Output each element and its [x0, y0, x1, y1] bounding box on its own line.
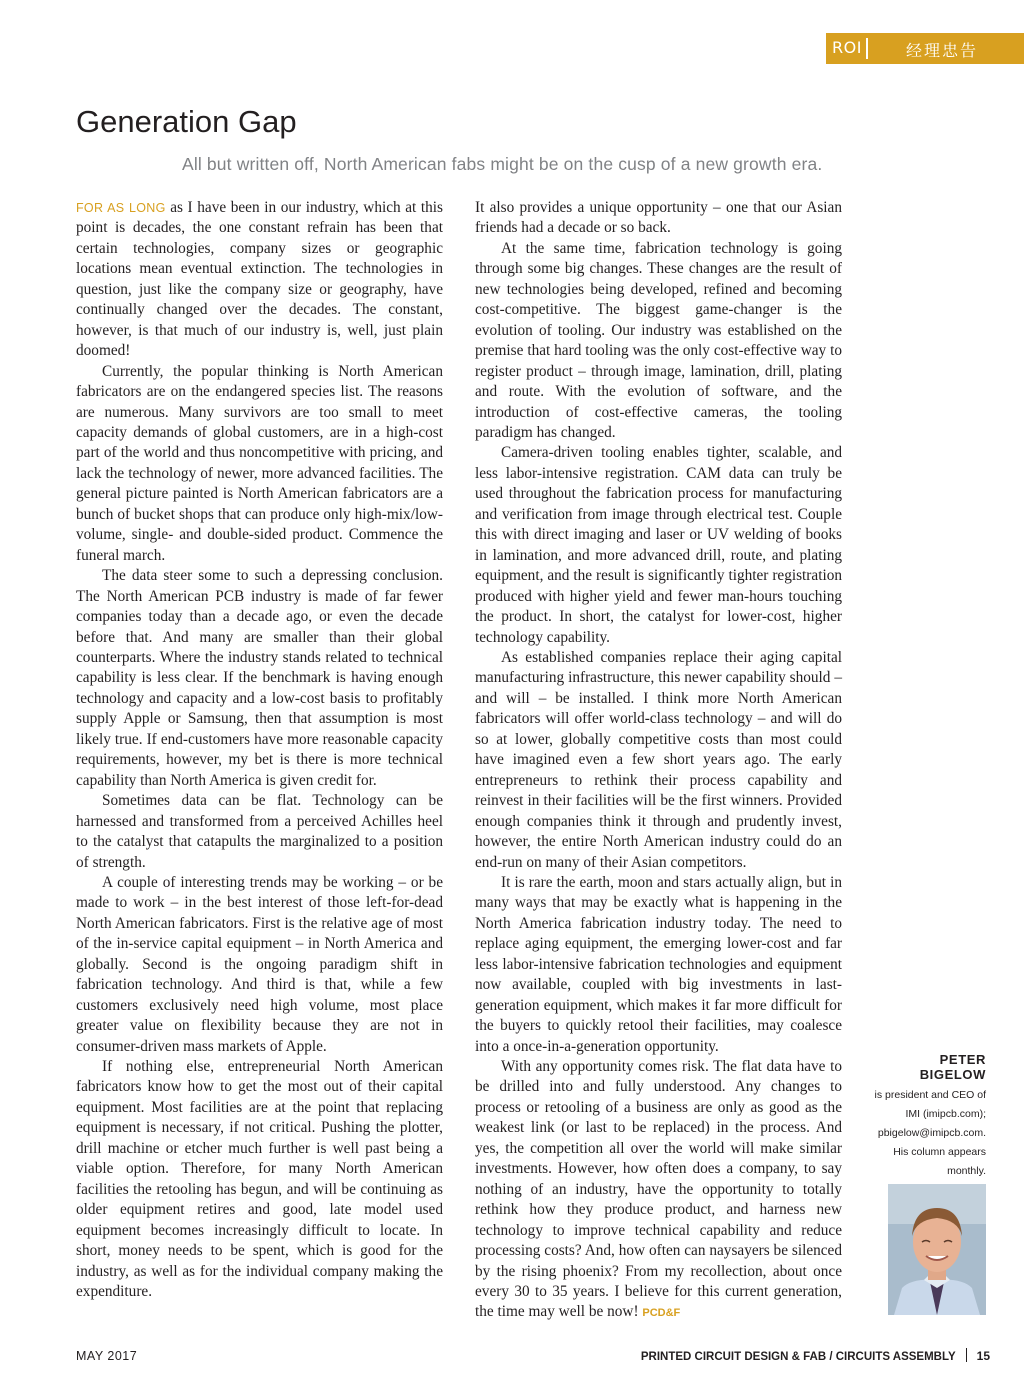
article-paragraph: As established companies replace their aging capital manufacturing infrastructure, this newer capability should – and will – be installed. I think more North American fabricators will offer world-class technology – and will do so at lower, globally competitive costs than most could have imagined even a few short years ago. The early entrepreneurs to rethink their process capability and reinvest in their facilities will be the first winners. Provided enough companies think it through and prudently invest, however, the entire North American industry could do an end-run on many of their Asian competitors. [475, 648, 842, 871]
article-paragraph: It also provides a unique opportunity – one that our Asian friends had a decade or so back. [475, 199, 842, 237]
signoff: PCD&F [642, 1307, 681, 1320]
article-paragraph: If nothing else, entrepreneurial North American fabricators know how to get the most out of their capital equipment. Most facilities are at the point that replacing equipment is necessary, if not critical. Pushing the plotter, drill machine or etcher much further is well past being a viable option. Therefore, for many North American facilities the retooling has begun, and will be continuing as older equipment retires and good, late model used equipment becomes increasingly difficult to locate. In short, money needs to be spent, which is good for the industry, as well as for the individual company making the expenditure. [76, 1058, 443, 1301]
article-paragraph: At the same time, fabrication technology is going through some big changes. These changes are the result of new technologies being developed, refined and becoming cost-competitive. The biggest game-changer is the evolution of tooling. Our industry was established on the premise that hard tooling was the only cost-effective way to register product – through image, lamination, drill, plating and route. With the evolution of software, and the introduction of cost-effective cameras, the tooling paradigm has changed. [475, 239, 842, 441]
article-paragraph: With any opportunity comes risk. The flat data have to be drilled into and fully understood. Any changes to process or retooling of a business are only as good as the weakest link (or last to be replaced) in the process. And yes, the competition all over the world will make similar investments. However, how often does a company, to say nothing of an industry, have the opportunity to totally rethink how they produce product, and harness new technology to improve technical capability and reduce processing costs? And, how often can naysayers be silenced by the rising phoenix? From my recollection, about once every 30 to 35 years. I believe for this current generation, the time may well be now! PCD&F [475, 1058, 842, 1321]
section-divider [866, 38, 868, 59]
author-name: PETER BIGELOW [919, 1052, 986, 1082]
article-paragraph: The data steer some to such a depressing conclusion. The North American PCB industry is made of far fewer companies today than a decade ago, or even the decade before that. And many are smaller than their global counterparts. Where the industry stands related to technical capability is less clear. If the benchmark is having enough technology and capacity and a low-cost basis to profitably supply Apple or Samsung, then that assumption is most likely true. If end-customers have more reasonable capacity requirements, however, my bet is there is more technical capability than North America is given credit for. [76, 567, 443, 789]
section-tab [826, 33, 1024, 64]
author-description: is president and CEO of IMI (imipcb.com); pbigelow@imipcb.com. His column appears monthly. [874, 1089, 986, 1177]
article-subtitle: All but written off, North American fabs might be on the cusp of a new growth era. [182, 154, 823, 174]
article-paragraph: Currently, the popular thinking is North American fabricators are on the endangered species list. The reasons are numerous. Many survivors are too small to meet capacity demands of global customers, are in a high-cost part of the world and thus noncompetitive with pricing, and lack the technology of newer, more advanced facilities. The general picture painted is North American fabricators are a bunch of bucket shops that can produce only high-mix/low-volume, single- and double-sided product. Commence the funeral march. [76, 362, 443, 564]
article-column-1 [76, 198, 443, 1302]
section-label: ROI [832, 38, 862, 57]
footer-divider [966, 1348, 967, 1362]
article-column-2 [475, 198, 842, 1324]
author-photo [888, 1184, 986, 1315]
page-number: 15 [976, 1349, 990, 1363]
author-bio [872, 1052, 986, 1181]
footer-publication [641, 1348, 990, 1363]
article-paragraph: Camera-driven tooling enables tighter, scalable, and less labor-intensive registration. CAM data can truly be used throughout the fabrication process for manufacturing and verification from image through electrical test. Couple this with direct imaging and laser or UV welding of books in lamination, and more advanced drill, route, and plating equipment, and the result is significantly tighter registration produced with higher yield and fewer man-hours touching the product. In short, the catalyst for lower-cost, higher technology capability. [475, 444, 842, 646]
article-paragraph: FOR AS LONG as I have been in our industry, which at this point is decades, the one constant refrain has been that certain technologies, company sizes or geographic locations mean eventual extinction. The technologies in question, just like the company size or geography, have continually changed over the decades. The constant, however, is that much of our industry is, well, just plain doomed! [76, 199, 443, 360]
lead-in: FOR AS LONG [76, 201, 166, 215]
article-paragraph: A couple of interesting trends may be working – or be made to work – in the best interest of those left-for-dead North American fabricators. First is the relative age of most of the in-service capital equipment – in North America and globally. Second is the ongoing paradigm shift in fabrication technology. And third is that, while a few customers exclusively need high volume, most place greater value on flexibility because they are not in consumer-driven mass markets of Apple. [76, 873, 443, 1055]
issue-date: MAY 2017 [76, 1349, 138, 1363]
section-label-chinese: 经理忠告 [906, 41, 979, 60]
article-paragraph: It is rare the earth, moon and stars actually align, but in many ways that may be exactly what is happening in the North America fabrication industry today. The need to replace aging equipment, the emerging lower-cost and far less labor-intensive fabrication technologies and equipment now available, coupled with big investments in last-generation equipment, which makes it far more difficult for the buyers to quickly retool their facilities, may coalesce into a once-in-a-generation opportunity. [475, 873, 842, 1055]
article-title: Generation Gap [76, 104, 297, 139]
article-paragraph: Sometimes data can be flat. Technology can be harnessed and transformed from a perceived Achilles heel to the catalyst that catapults the marginalized to a position of strength. [76, 792, 443, 871]
publication-name: PRINTED CIRCUIT DESIGN & FAB / CIRCUITS ASSEMBLY [640, 1351, 956, 1363]
author-portrait-icon [888, 1184, 986, 1315]
